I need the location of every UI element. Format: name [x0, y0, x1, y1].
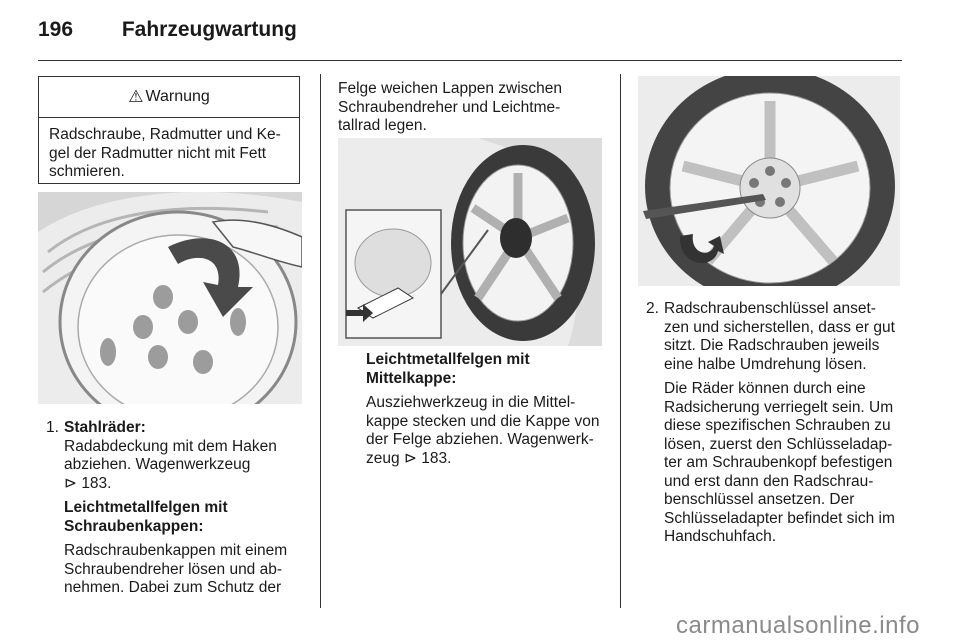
- body-line: zen und sicherstellen, dass er gut: [664, 318, 895, 336]
- list-item-1: [38, 419, 308, 598]
- watermark: carmanualsonline.info: [676, 612, 920, 639]
- note-line: Die Räder können durch eine: [664, 380, 866, 397]
- list-number: 2.: [646, 300, 659, 317]
- column-divider-1: [320, 74, 321, 608]
- reference-arrow-icon: ⊳: [403, 449, 417, 467]
- steel-wheel-illustration: [38, 192, 302, 404]
- column-divider-2: [620, 74, 621, 608]
- note-line: benschlüssel ansetzen. Der: [664, 491, 855, 508]
- wheel-wrench-illustration: [638, 76, 900, 286]
- note-line: lösen, zuerst den Schlüsseladap-: [664, 435, 893, 453]
- body-word: zeug: [366, 449, 400, 467]
- column-2-bottom-text: [366, 351, 608, 468]
- column-2-top-text: [338, 80, 608, 136]
- page-reference: 183.: [421, 449, 452, 467]
- body-line: tallrad legen.: [338, 117, 427, 134]
- note-line: und erst dann den Radschrau-: [664, 472, 874, 490]
- body-line: kappe stecken und die Kappe von: [366, 412, 600, 430]
- note-line: diese spezifischen Schrauben zu: [664, 417, 891, 434]
- subheading-line: Mittelkappe:: [366, 369, 457, 387]
- note-line: Handschuhfach.: [664, 528, 777, 545]
- body-line: nehmen. Dabei zum Schutz der: [64, 579, 282, 596]
- reference-arrow-icon: ⊳: [64, 474, 77, 492]
- list-number: 1.: [46, 419, 59, 436]
- body-line: Radabdeckung mit dem Haken: [64, 437, 277, 455]
- page-number: 196: [38, 18, 74, 41]
- warning-text: Radschraube, Radmutter und Ke-gel der Radmutter nicht mit Fett schmieren.: [49, 126, 281, 180]
- body-line: Ausziehwerkzeug in die Mittel-: [366, 394, 576, 411]
- note-line: Radsicherung verriegelt sein. Um: [664, 398, 894, 416]
- column-3-text: [638, 300, 903, 547]
- note-line: ter am Schraubenkopf befestigen: [664, 454, 893, 471]
- body-line: Radschraubenschlüssel anset-: [664, 300, 876, 317]
- body-line: eine halbe Umdrehung lösen.: [664, 355, 867, 373]
- note-line: Schlüsseladapter befindet sich im: [664, 509, 895, 527]
- subheading-line: Leichtmetallfelgen mit: [64, 499, 228, 516]
- warning-header: [39, 77, 299, 118]
- body-line: Radschraubenkappen mit einem: [64, 542, 288, 559]
- body-line: der Felge abziehen. Wagenwerk-: [366, 431, 594, 448]
- warning-triangle-icon: ⚠: [128, 87, 144, 106]
- body-line: Felge weichen Lappen zwischen: [338, 80, 563, 97]
- reference-line: [64, 475, 308, 494]
- body-line: sitzt. Die Radschrauben jeweils: [664, 337, 880, 354]
- warning-box: [38, 76, 300, 184]
- column-1-text: [38, 419, 308, 598]
- warning-title: Warnung: [145, 88, 210, 105]
- page-title: Fahrzeugwartung: [121, 18, 297, 41]
- header-rule: [38, 60, 902, 61]
- body-line: abziehen. Wagenwerkzeug: [64, 456, 251, 473]
- item-title: Stahlräder:: [64, 419, 146, 436]
- subheading-line: Schraubenkappen:: [64, 517, 204, 535]
- alloy-wheel-cap-illustration: [338, 138, 602, 346]
- page-header: [38, 18, 297, 42]
- list-item-2: [638, 300, 903, 547]
- subheading-line: Leichtmetallfelgen mit: [366, 351, 530, 368]
- page-reference: 183.: [81, 474, 112, 492]
- reference-line: [366, 450, 608, 469]
- body-line: Schraubendreher lösen und ab-: [64, 560, 283, 578]
- body-line: Schraubendreher und Leichtme-: [338, 98, 561, 116]
